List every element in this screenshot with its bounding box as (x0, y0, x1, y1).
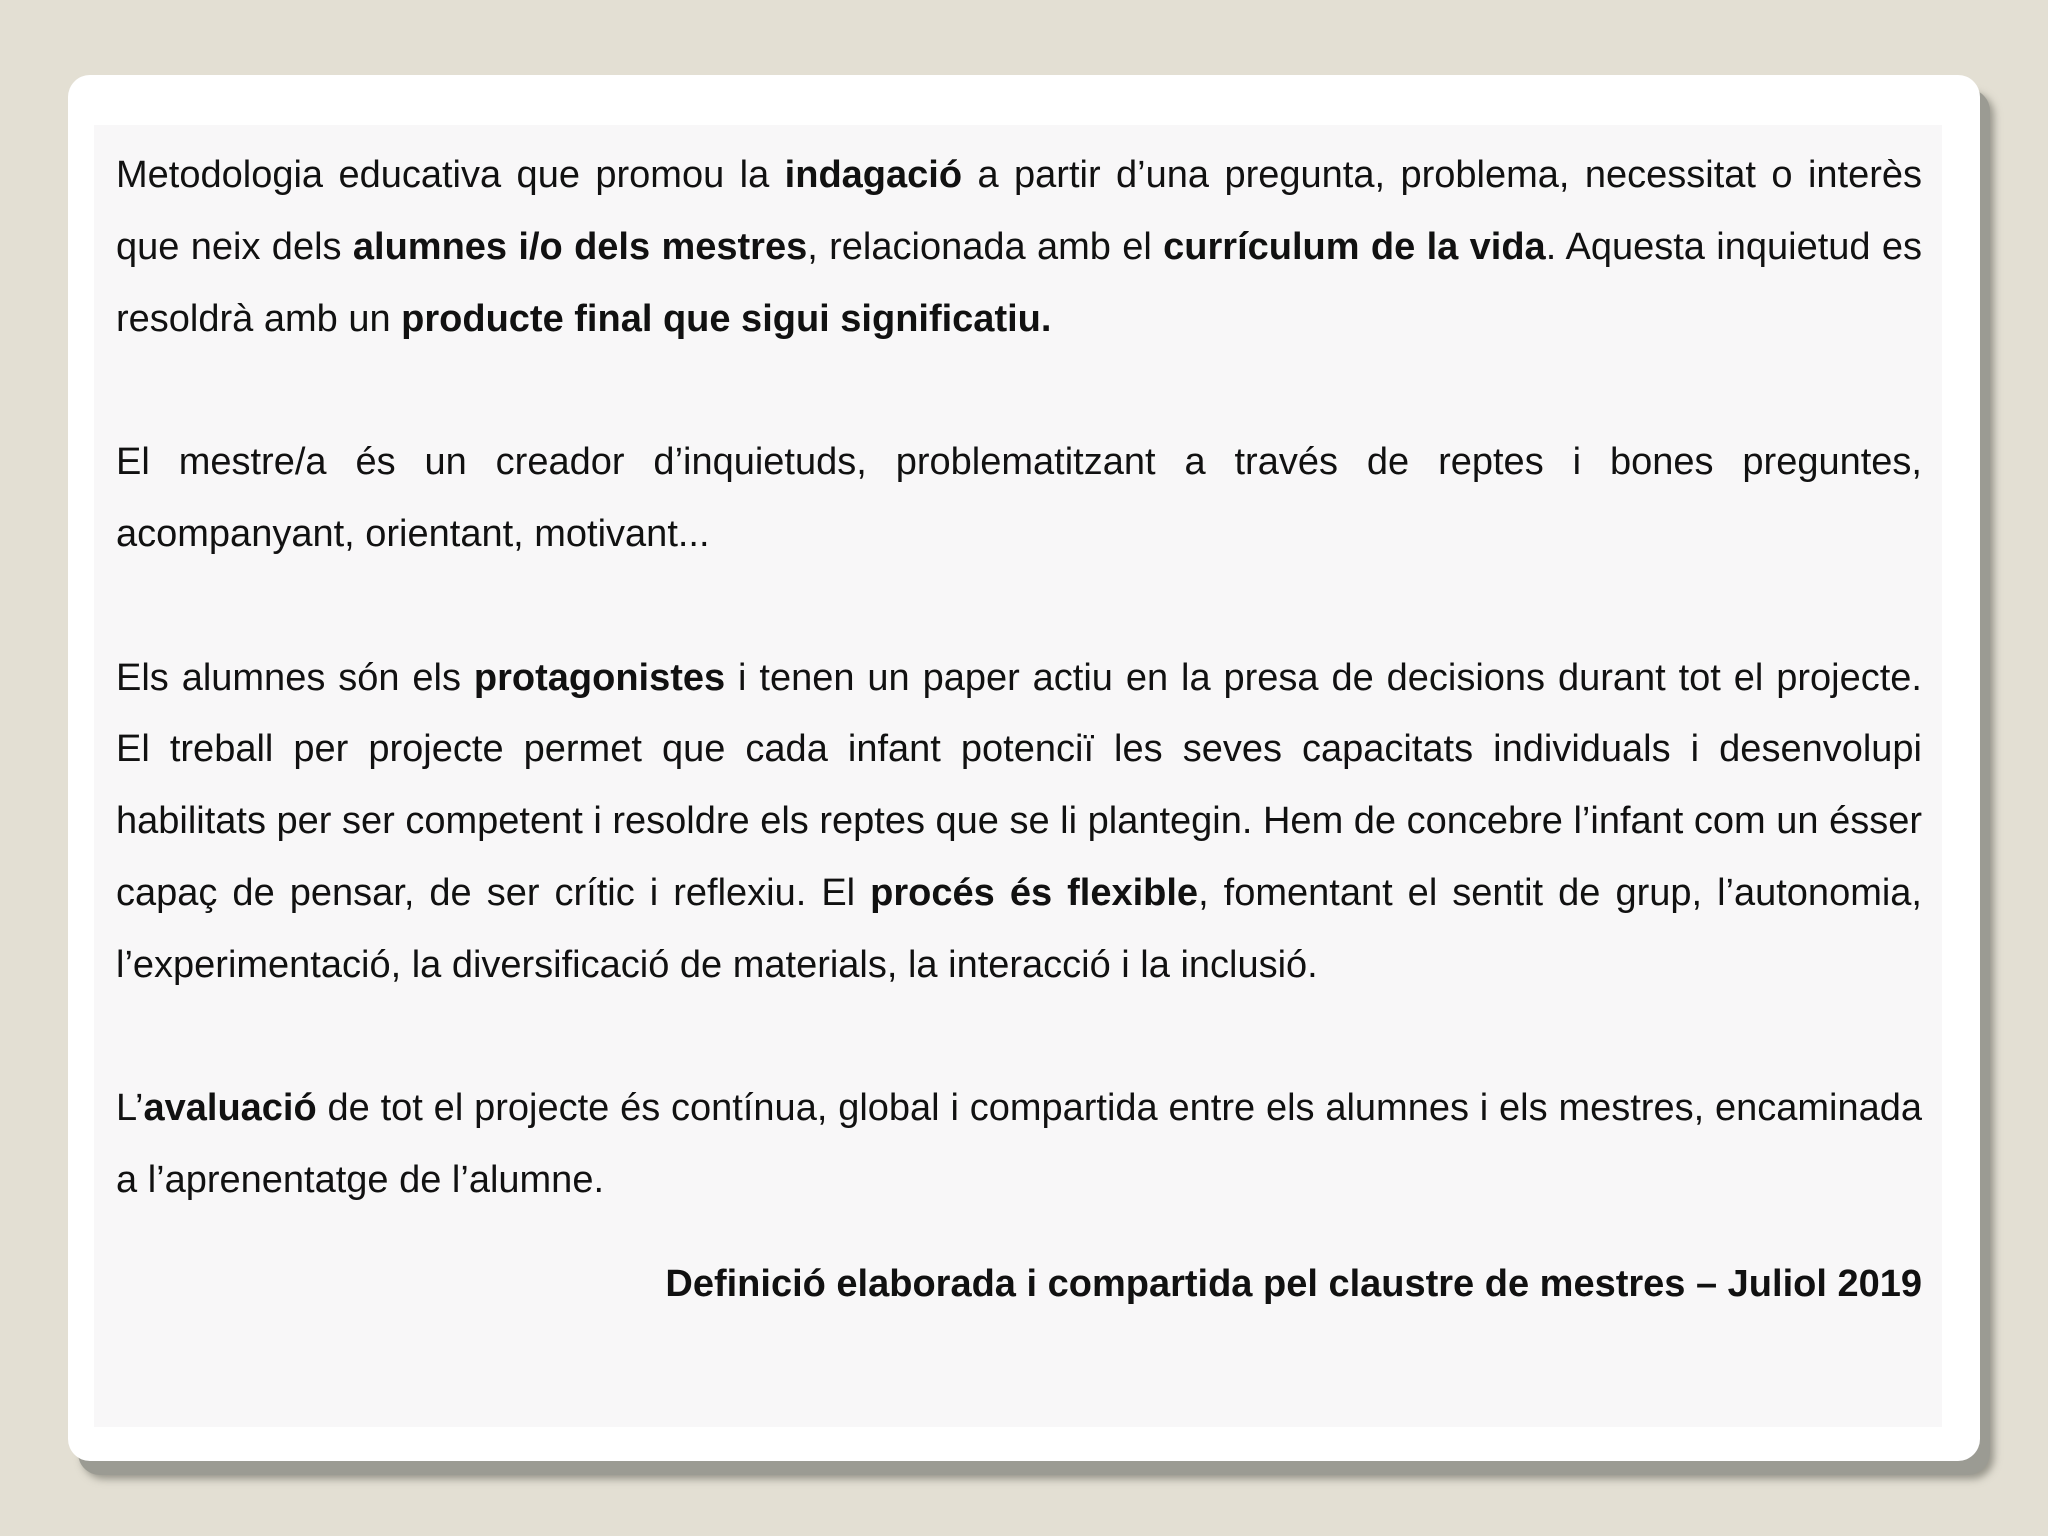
paragraph-text: . Aquesta inquietud es resoldrà amb un (116, 225, 1923, 340)
paragraph-gap (116, 1002, 1922, 1074)
bold-term: procés és flexible (870, 871, 1199, 914)
paragraph-evaluation (116, 1073, 1922, 1217)
paragraph-text: , relacionada amb el (807, 225, 1164, 268)
paragraph-gap (116, 355, 1922, 427)
paragraph-text: Els alumnes són els (116, 656, 474, 699)
paragraph-text: de tot el projecte és contínua, global i compartida entre els alumnes i els mestres, encaminada a l’aprenentatge de l’alumne. (116, 1087, 1922, 1202)
paragraph-gap (116, 571, 1922, 643)
slide-card (68, 75, 1980, 1461)
text-panel (94, 125, 1942, 1427)
paragraph-text: L’ (116, 1087, 144, 1130)
signature: Definició elaborada i compartida pel claustre de mestres – Juliol 2019 (665, 1262, 1922, 1305)
bold-term: protagonistes (473, 656, 726, 699)
paragraph-text: , fomentant el sentit de grup, l’autonomia, l’experimentació, la diversificació de materials, la interacció i la inclusió. (116, 871, 1922, 986)
paragraph-text: Metodologia educativa que promou la (116, 154, 785, 196)
bold-term: avaluació (143, 1087, 317, 1130)
bold-term: currículum de la vida (1163, 225, 1546, 268)
paragraph-text: i tenen un paper actiu en la presa de decisions durant tot el projecte. El treball per projecte permet que cada infant potenciï les seves capacitats individuals i desenvolupi habilitats per ser competent i resoldre els reptes que se li plantegin. Hem de concebre l’infant com un ésser capaç de pensar, de ser crític i reflexiu. El (116, 656, 1922, 914)
bold-term: alumnes i/o dels mestres (352, 225, 808, 268)
bold-term: producte final que sigui significatiu. (401, 297, 1052, 340)
paragraph-text: El mestre/a és un creador d’inquietuds, problematitzant a través de reptes i bones preguntes, acompanyant, orientant, motivant... (116, 441, 1922, 555)
paragraph-teacher-role (116, 427, 1922, 571)
paragraph-text: a partir d’una pregunta, problema, necessitat o interès que neix dels (116, 154, 1922, 268)
paragraph-students-role (116, 643, 1922, 1002)
bold-term: indagació (784, 154, 963, 196)
definition-text (116, 125, 1922, 1321)
paragraph-methodology (116, 125, 1922, 355)
